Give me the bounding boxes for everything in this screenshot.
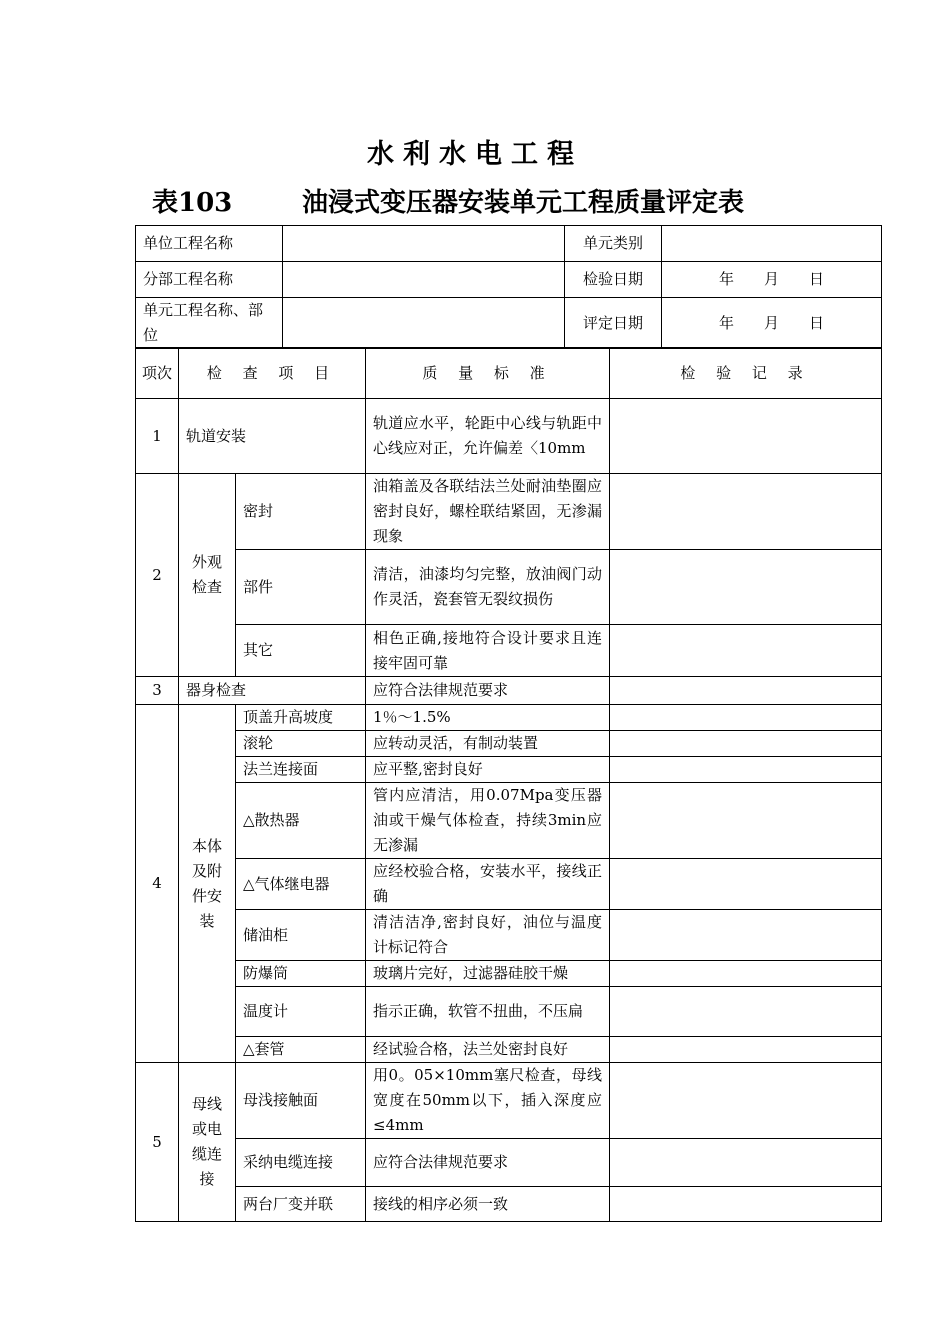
table-row [136, 1063, 882, 1139]
quality-standard: 1％～1.5% [366, 705, 610, 731]
check-item: 采纳电缆连接 [236, 1139, 366, 1187]
label-assessment-date: 评定日期 [565, 298, 662, 349]
header-row [136, 348, 882, 399]
inspection-record-cell[interactable] [610, 1187, 882, 1222]
info-table [135, 225, 882, 349]
inspection-record-cell[interactable] [610, 1139, 882, 1187]
quality-standard: 应转动灵活，有制动装置 [366, 731, 610, 757]
inspection-record-cell[interactable] [610, 859, 882, 910]
inspection-record-cell[interactable] [610, 677, 882, 705]
table-row [136, 1139, 882, 1187]
check-item: 顶盖升高坡度 [236, 705, 366, 731]
table-row [136, 474, 882, 550]
table-row [136, 399, 882, 474]
check-item: △散热器 [236, 783, 366, 859]
table-row [136, 783, 882, 859]
inspection-record-cell[interactable] [610, 987, 882, 1037]
row-no: 4 [136, 705, 179, 1063]
quality-standard: 油箱盖及各联结法兰处耐油垫圈应密封良好，螺栓联结紧固，无渗漏现象 [366, 474, 610, 550]
quality-standard: 清洁洁净,密封良好，油位与温度计标记符合 [366, 910, 610, 961]
check-item: 密封 [236, 474, 366, 550]
col-quality-standard: 质 量 标 准 [366, 348, 610, 399]
inspection-record-cell[interactable] [610, 399, 882, 474]
quality-standard: 经试验合格，法兰处密封良好 [366, 1037, 610, 1063]
table-title-text: 油浸式变压器安装单元工程质量评定表 [302, 188, 745, 218]
inspection-record-cell[interactable] [610, 961, 882, 987]
inspection-record-cell[interactable] [610, 625, 882, 677]
field-unit-project-name[interactable] [283, 226, 565, 262]
col-inspection-record: 检 验 记 录 [610, 348, 882, 399]
table-title [152, 182, 744, 219]
quality-standard: 应符合法律规范要求 [366, 1139, 610, 1187]
label-element-name-location: 单元工程名称、部位 [136, 298, 283, 349]
table-row [136, 731, 882, 757]
check-item: 温度计 [236, 987, 366, 1037]
quality-standard: 应符合法律规范要求 [366, 677, 610, 705]
inspection-record-cell[interactable] [610, 783, 882, 859]
table-row [136, 625, 882, 677]
check-item: 器身检查 [179, 677, 366, 705]
inspection-record-cell[interactable] [610, 757, 882, 783]
col-item-no: 项次 [136, 348, 179, 399]
quality-standard: 轨道应水平，轮距中心线与轨距中心线应对正，允许偏差〈10mm [366, 399, 610, 474]
quality-standard: 管内应清洁，用0.07Mpa变压器油或干燥气体检查，持续3min应无渗漏 [366, 783, 610, 859]
field-assessment-date[interactable]: 年 月 日 [662, 298, 882, 349]
table-row [136, 1187, 882, 1222]
quality-standard: 清洁，油漆均匀完整，放油阀门动作灵活，瓷套管无裂纹损伤 [366, 550, 610, 625]
table-row [136, 910, 882, 961]
row-no: 1 [136, 399, 179, 474]
quality-standard: 接线的相序必须一致 [366, 1187, 610, 1222]
table-row [136, 550, 882, 625]
quality-standard: 用0。05×10mm塞尺检查，母线宽度在50mm以下，插入深度应≤4mm [366, 1063, 610, 1139]
quality-standard: 相色正确,接地符合设计要求且连接牢固可靠 [366, 625, 610, 677]
check-item: 法兰连接面 [236, 757, 366, 783]
check-item: 两台厂变并联 [236, 1187, 366, 1222]
inspection-record-cell[interactable] [610, 731, 882, 757]
quality-standard: 指示正确，软管不扭曲，不压扁 [366, 987, 610, 1037]
col-check-item: 检 查 项 目 [179, 348, 366, 399]
check-item: 防爆筒 [236, 961, 366, 987]
check-item: 储油柜 [236, 910, 366, 961]
label-inspection-date: 检验日期 [565, 262, 662, 298]
row-no: 3 [136, 677, 179, 705]
table-row [136, 757, 882, 783]
document-heading: 水利水电工程 [367, 139, 583, 170]
quality-standard: 玻璃片完好，过滤器硅胶干燥 [366, 961, 610, 987]
check-item: △气体继电器 [236, 859, 366, 910]
check-group: 本体及附件安装 [179, 705, 236, 1063]
label-unit-project-name: 单位工程名称 [136, 226, 283, 262]
inspection-record-cell[interactable] [610, 1063, 882, 1139]
label-division-project-name: 分部工程名称 [136, 262, 283, 298]
field-unit-category[interactable] [662, 226, 882, 262]
check-item: △套管 [236, 1037, 366, 1063]
table-row [136, 859, 882, 910]
check-item: 其它 [236, 625, 366, 677]
table-row [136, 987, 882, 1037]
field-element-name-location[interactable] [283, 298, 565, 349]
check-item: 轨道安装 [179, 399, 366, 474]
label-unit-category: 单元类别 [565, 226, 662, 262]
check-item: 母浅接触面 [236, 1063, 366, 1139]
row-no: 2 [136, 474, 179, 677]
check-group: 母线或电缆连接 [179, 1063, 236, 1222]
inspection-record-cell[interactable] [610, 910, 882, 961]
table-row [136, 677, 882, 705]
inspection-record-cell[interactable] [610, 550, 882, 625]
table-row [136, 1037, 882, 1063]
table-number: 表103 [152, 188, 233, 218]
check-item: 滚轮 [236, 731, 366, 757]
field-division-project-name[interactable] [283, 262, 565, 298]
quality-standard: 应经校验合格，安装水平，接线正确 [366, 859, 610, 910]
table-row [136, 705, 882, 731]
inspection-record-cell[interactable] [610, 474, 882, 550]
inspection-record-cell[interactable] [610, 705, 882, 731]
quality-standard: 应平整,密封良好 [366, 757, 610, 783]
inspection-table [135, 347, 882, 1222]
row-no: 5 [136, 1063, 179, 1222]
table-row [136, 961, 882, 987]
field-inspection-date[interactable]: 年 月 日 [662, 262, 882, 298]
check-item: 部件 [236, 550, 366, 625]
inspection-record-cell[interactable] [610, 1037, 882, 1063]
check-group: 外观检查 [179, 474, 236, 677]
